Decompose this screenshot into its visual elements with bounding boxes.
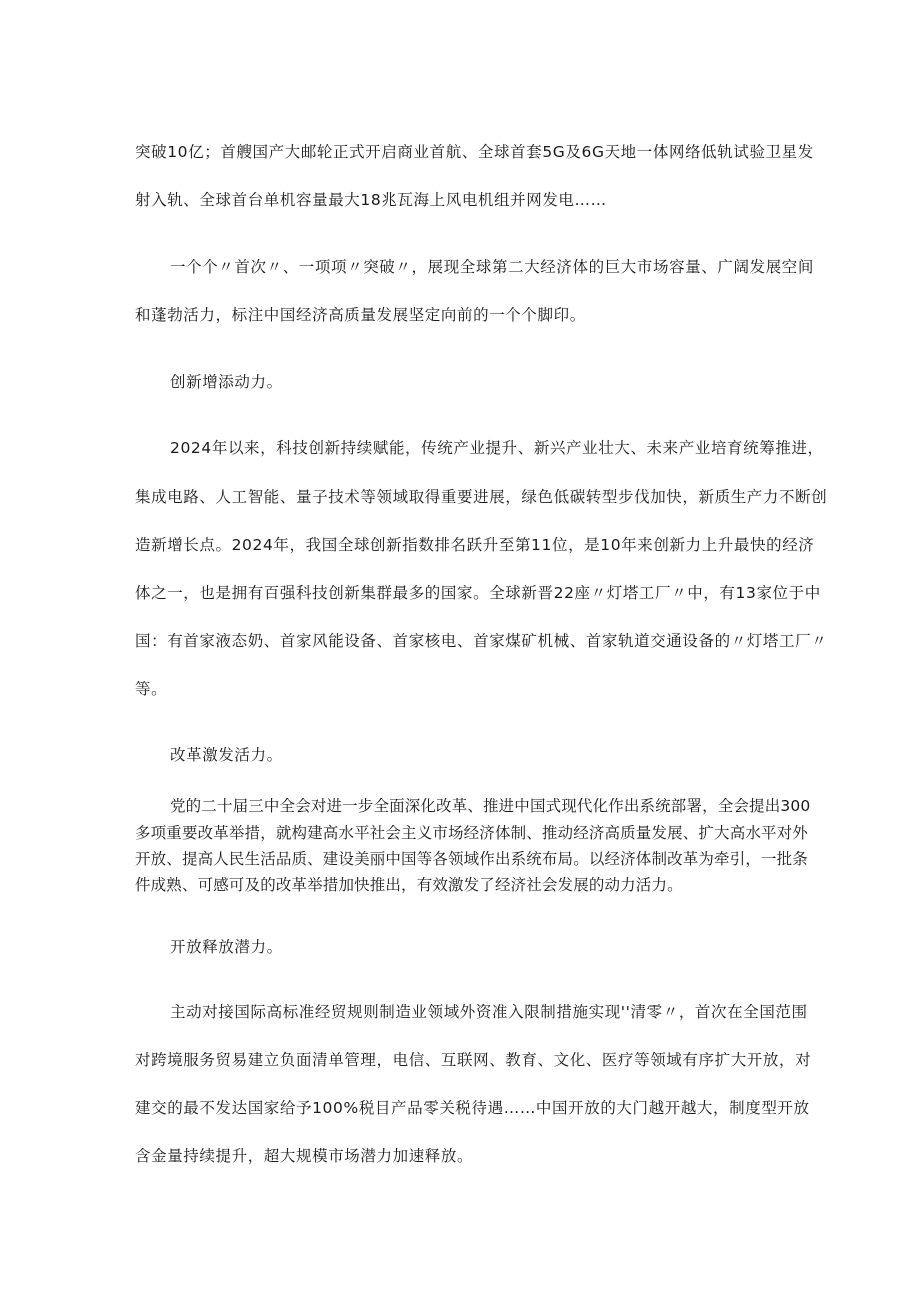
paragraph-line: 和蓬勃活力，标注中国经济高质量发展坚定向前的一个个脚印。 xyxy=(135,306,586,324)
paragraph-line: 射入轨、全球首台单机容量最大18兆瓦海上风电机组并网发电…… xyxy=(135,191,607,209)
paragraph-line: 党的二十届三中全会对进一步全面深化改革、推进中国式现代化作出系统部署，全会提出300 xyxy=(170,797,811,815)
paragraph-line: 含金量持续提升，超大规模市场潜力加速释放。 xyxy=(135,1147,474,1165)
paragraph-line: 2024年以来，科技创新持续赋能，传统产业提升、新兴产业壮大、未来产业培育统筹推进， xyxy=(170,439,824,457)
section-heading: 开放释放潜力。 xyxy=(170,938,283,956)
paragraph-line: 等。 xyxy=(135,680,168,698)
paragraph-line: 一个个〃首次〃、一项项〃突破〃，展现全球第二大经济体的巨大市场容量、广阔发展空间 xyxy=(170,258,815,276)
paragraph-line: 造新增长点。2024年，我国全球创新指数排名跃升至第11位，是10年来创新力上升最快的经济 xyxy=(135,536,815,554)
paragraph-line: 开放、提高人民生活品质、建设美丽中国等各领域作出系统布局。以经济体制改革为牵引，一批条 xyxy=(135,850,808,868)
paragraph-line: 件成熟、可感可及的改革举措加快推出，有效激发了经济社会发展的动力活力。 xyxy=(135,876,683,894)
section-heading: 改革激发活力。 xyxy=(170,746,283,764)
paragraph-line: 主动对接国际高标准经贸规则制造业领域外资准入限制措施实现''清零〃，首次在全国范围 xyxy=(170,1003,808,1021)
paragraph-line: 突破10亿；首艘国产大邮轮正式开启商业首航、全球首套5G及6G天地一体网络低轨试验卫星发 xyxy=(135,143,814,161)
paragraph-line: 建交的最不发达国家给予100%税目产品零关税待遇……中国开放的大门越开越大，制度型开放 xyxy=(135,1099,810,1117)
paragraph-line: 国：有首家液态奶、首家风能设备、首家核电、首家煤矿机械、首家轨道交通设备的〃灯塔工厂〃 xyxy=(135,632,828,650)
paragraph-line: 集成电路、人工智能、量子技术等领域取得重要进展，绿色低碳转型步伐加快，新质生产力不断创 xyxy=(135,488,828,506)
paragraph-line: 多项重要改革举措，就构建高水平社会主义市场经济体制、推动经济高质量发展、扩大高水平对外 xyxy=(135,824,808,842)
paragraph-line: 体之一，也是拥有百强科技创新集群最多的国家。全球新晋22座〃灯塔工厂〃中，有13家位于中 xyxy=(135,584,821,602)
section-heading: 创新增添动力。 xyxy=(170,373,283,391)
paragraph-line: 对跨境服务贸易建立负面清单管理，电信、互联网、教育、文化、医疗等领域有序扩大开放，对 xyxy=(135,1051,812,1069)
